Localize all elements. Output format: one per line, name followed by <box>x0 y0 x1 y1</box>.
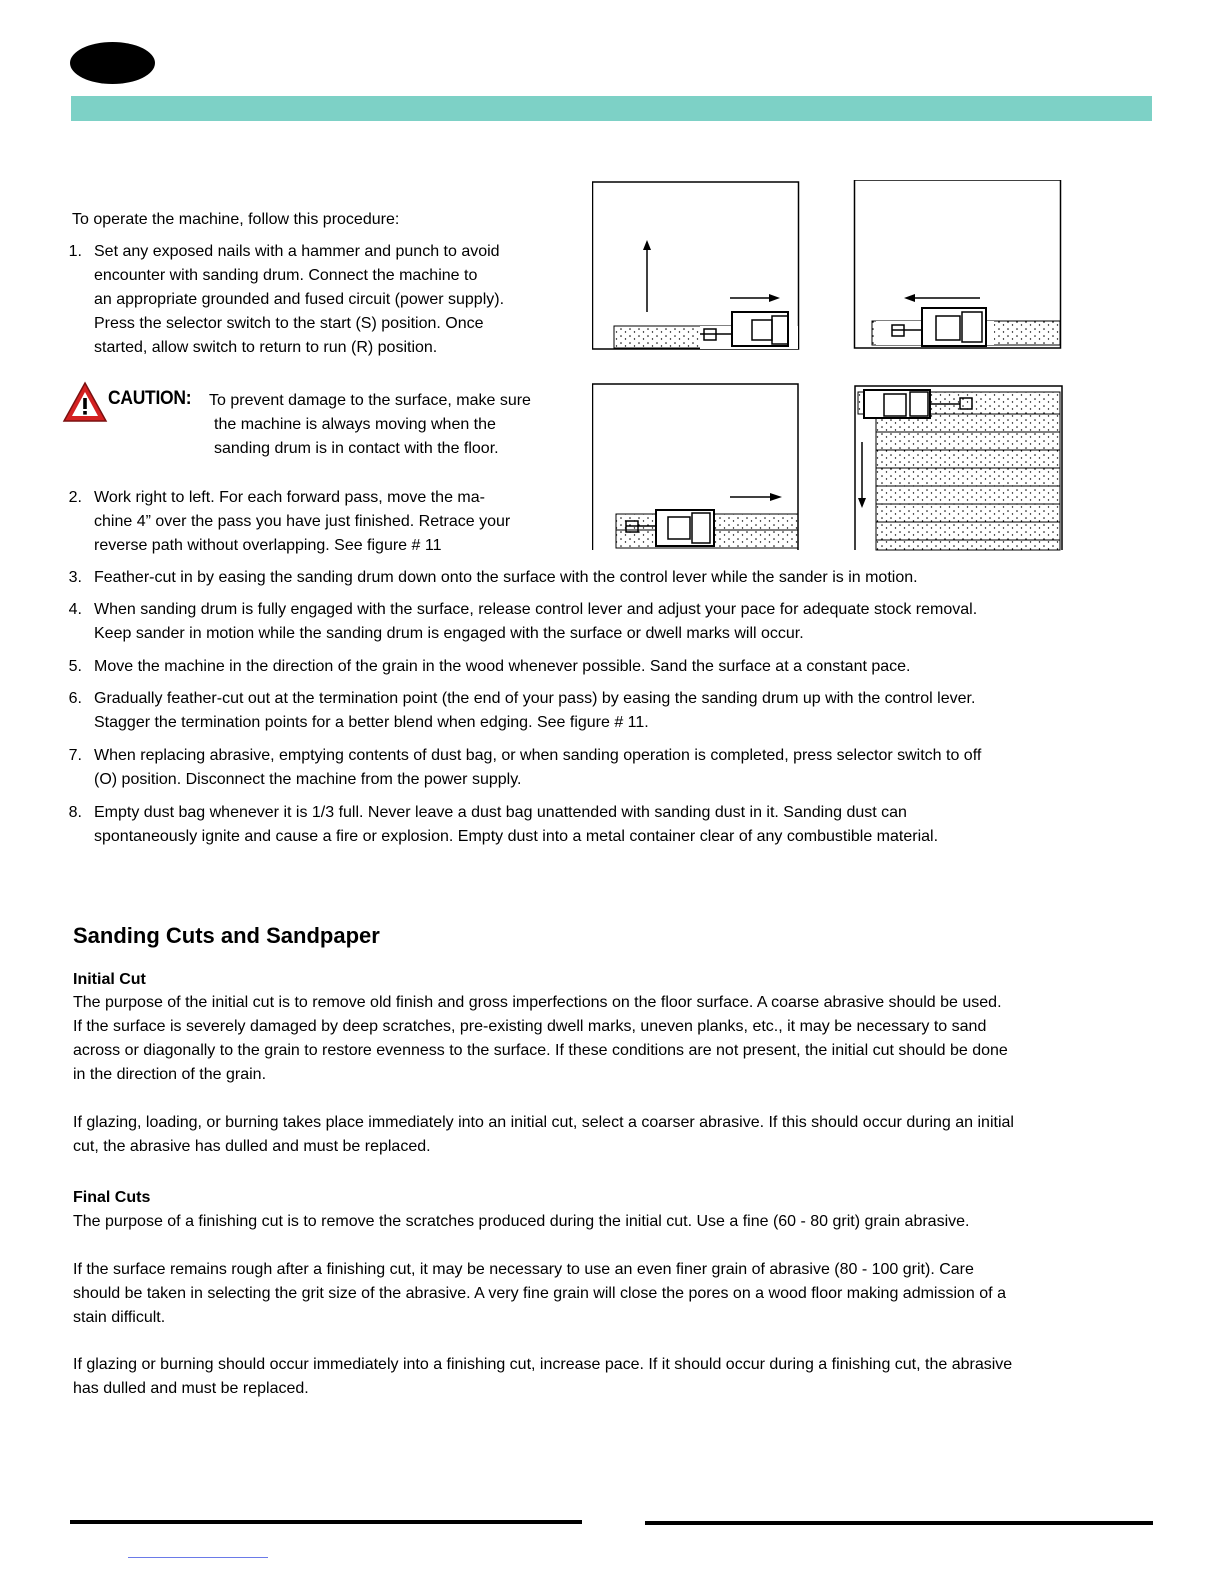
initial-cut-paragraph-1 <box>73 991 1133 1087</box>
caution-line: the machine is always moving when the <box>214 416 496 433</box>
step-line: (O) position. Disconnect the machine from the power supply. <box>94 771 522 788</box>
para-line: in the direction of the grain. <box>73 1066 267 1083</box>
footer-rule-left <box>70 1520 582 1524</box>
caution-line: To prevent damage to the surface, make sure <box>209 392 531 409</box>
step-number: 2. <box>68 489 82 506</box>
header-band <box>71 96 1152 121</box>
final-cuts-paragraph-3 <box>73 1353 1133 1401</box>
initial-cut-paragraph-2 <box>73 1111 1133 1159</box>
step-line: Move the machine in the direction of the grain in the wood whenever possible. Sand the surface at a constant pace. <box>94 658 911 675</box>
final-cuts-heading: Final Cuts <box>73 1189 151 1206</box>
step-line: When sanding drum is fully engaged with the surface, release control lever and adjust your pace for adequate stock removal. <box>94 601 978 618</box>
caution-label: CAUTION: <box>108 388 192 409</box>
step-number: 8. <box>68 804 82 821</box>
para-line: should be taken in selecting the grit size of the abrasive. A very fine grain will close the pores on a wood floor making admission of a <box>73 1285 1006 1302</box>
final-cuts-paragraph-2 <box>73 1258 1133 1330</box>
step-line: When replacing abrasive, emptying contents of dust bag, or when sanding operation is completed, press selector switch to off <box>94 747 982 764</box>
step-line: Keep sander in motion while the sanding drum is engaged with the surface or dwell marks will occur. <box>94 625 804 642</box>
page-number-badge <box>70 42 155 84</box>
step-line: chine 4” over the pass you have just finished. Retrace your <box>94 513 511 530</box>
intro-text: To operate the machine, follow this procedure: <box>72 211 400 228</box>
step-number: 1. <box>68 243 82 260</box>
step-number: 4. <box>68 601 82 618</box>
figure-panel-3 <box>593 384 799 550</box>
initial-cut-heading: Initial Cut <box>73 971 146 988</box>
para-line: If glazing, loading, or burning takes place immediately into an initial cut, select a coarser abrasive. If this should occur during an initial <box>73 1114 1014 1131</box>
caution-line: sanding drum is in contact with the floor. <box>214 440 499 457</box>
step-line: Gradually feather-cut out at the termination point (the end of your pass) by easing the sanding drum up with the control lever. <box>94 690 976 707</box>
step-line: Empty dust bag whenever it is 1/3 full. Never leave a dust bag unattended with sanding dust in it. Sanding dust can <box>94 804 907 821</box>
para-line: across or diagonally to the grain to restore evenness to the surface. If these conditions are not present, the initial cut should be done <box>73 1042 1008 1059</box>
step-line: spontaneously ignite and cause a fire or explosion. Empty dust into a metal container clear of any combustible material. <box>94 828 939 845</box>
footer-rule-right <box>645 1521 1153 1525</box>
step-line: Stagger the termination points for a better blend when edging. See figure # 11. <box>94 714 649 731</box>
section-title: Sanding Cuts and Sandpaper <box>73 923 380 948</box>
para-line: The purpose of a finishing cut is to remove the scratches produced during the initial cut. Use a fine (60 - 80 grit) grain abrasive. <box>73 1213 970 1230</box>
step-number: 3. <box>68 569 82 586</box>
step-line: Press the selector switch to the start (S) position. Once <box>94 315 484 332</box>
caution-icon <box>62 381 108 423</box>
caution-text <box>209 389 531 461</box>
para-line: stain difficult. <box>73 1309 166 1326</box>
figure-11-sanding-pattern <box>592 180 1072 555</box>
step-number: 6. <box>68 690 82 707</box>
final-cuts-paragraph-1 <box>73 1210 1133 1234</box>
step-line: started, allow switch to return to run (R) position. <box>94 339 438 356</box>
para-line: cut, the abrasive has dulled and must be replaced. <box>73 1138 431 1155</box>
figure-panel-1 <box>593 182 799 349</box>
step-line: Work right to left. For each forward pass, move the ma- <box>94 489 485 506</box>
figure-panel-2 <box>855 180 1061 348</box>
step-line: Feather-cut in by easing the sanding drum down onto the surface with the control lever while the sander is in motion. <box>94 569 918 586</box>
step-line: encounter with sanding drum. Connect the machine to <box>94 267 478 284</box>
para-line: The purpose of the initial cut is to remove old finish and gross imperfections on the floor surface. A coarse abrasive should be used. <box>73 994 1002 1011</box>
para-line: If the surface remains rough after a finishing cut, it may be necessary to use an even finer grain of abrasive (80 - 100 grit). Care <box>73 1261 974 1278</box>
step-number: 7. <box>68 747 82 764</box>
step-line: Set any exposed nails with a hammer and punch to avoid <box>94 243 500 260</box>
step-line: reverse path without overlapping. See figure # 11 <box>94 537 442 554</box>
step-number: 5. <box>68 658 82 675</box>
para-line: If glazing or burning should occur immediately into a finishing cut, increase pace. If it should occur during a finishing cut, the abrasive <box>73 1356 1013 1373</box>
step-line: an appropriate grounded and fused circuit (power supply). <box>94 291 505 308</box>
figure-panel-4 <box>855 386 1062 550</box>
para-line: has dulled and must be replaced. <box>73 1380 309 1397</box>
para-line: If the surface is severely damaged by deep scratches, pre-existing dwell marks, uneven planks, etc., it may be necessary to sand <box>73 1018 987 1035</box>
footer-link-underline <box>128 1557 268 1558</box>
